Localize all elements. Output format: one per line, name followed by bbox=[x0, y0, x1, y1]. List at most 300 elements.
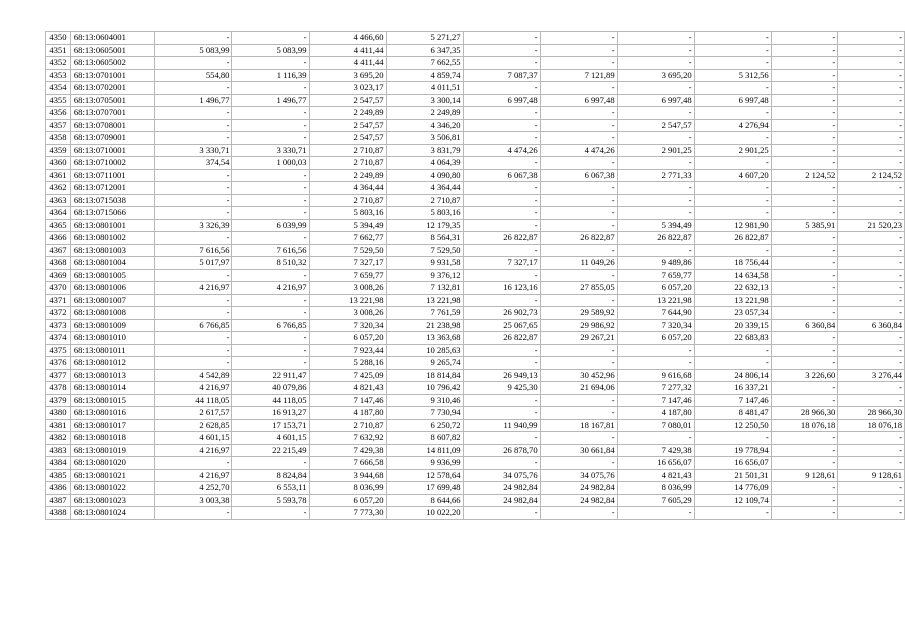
value-col-10-cell: 9 128,61 bbox=[838, 469, 905, 482]
value-col-5-cell: 7 327,17 bbox=[463, 257, 540, 270]
cadastral-code-cell: 68:13:0701001 bbox=[70, 69, 155, 82]
value-col-4-cell: 7 730,94 bbox=[386, 407, 463, 420]
cadastral-code-cell: 68:13:0702001 bbox=[70, 82, 155, 95]
value-col-3-cell: 6 057,20 bbox=[309, 332, 386, 345]
row-number-cell: 4364 bbox=[46, 207, 71, 220]
value-col-2-cell: 1 496,77 bbox=[232, 94, 309, 107]
value-col-2-cell: 6 039,99 bbox=[232, 219, 309, 232]
value-col-10-cell: - bbox=[838, 494, 905, 507]
value-col-1-cell: - bbox=[155, 294, 232, 307]
value-col-6-cell: 29 589,92 bbox=[540, 307, 617, 320]
value-col-10-cell: - bbox=[838, 157, 905, 170]
value-col-9-cell: - bbox=[771, 382, 838, 395]
value-col-3-cell: 6 057,20 bbox=[309, 494, 386, 507]
value-col-7-cell: 7 605,29 bbox=[617, 494, 694, 507]
cadastral-code-cell: 68:13:0715066 bbox=[70, 207, 155, 220]
table-row bbox=[46, 219, 905, 232]
value-col-7-cell: 7 080,01 bbox=[617, 419, 694, 432]
value-col-3-cell: 4 821,43 bbox=[309, 382, 386, 395]
value-col-8-cell: - bbox=[694, 507, 771, 520]
cadastral-code-cell: 68:13:0801023 bbox=[70, 494, 155, 507]
value-col-3-cell: 8 036,99 bbox=[309, 482, 386, 495]
cadastral-code-cell: 68:13:0710001 bbox=[70, 144, 155, 157]
value-col-6-cell: 29 986,92 bbox=[540, 319, 617, 332]
value-col-7-cell: - bbox=[617, 132, 694, 145]
value-col-10-cell: - bbox=[838, 257, 905, 270]
table-row bbox=[46, 407, 905, 420]
value-col-10-cell: - bbox=[838, 32, 905, 45]
value-col-5-cell: - bbox=[463, 394, 540, 407]
value-col-7-cell: 26 822,87 bbox=[617, 232, 694, 245]
value-col-4-cell: 7 529,50 bbox=[386, 244, 463, 257]
value-col-8-cell: 22 683,83 bbox=[694, 332, 771, 345]
table-row bbox=[46, 269, 905, 282]
value-col-9-cell: - bbox=[771, 132, 838, 145]
value-col-1-cell: 4 252,70 bbox=[155, 482, 232, 495]
table-row bbox=[46, 194, 905, 207]
value-col-1-cell: 4 216,97 bbox=[155, 382, 232, 395]
row-number-cell: 4352 bbox=[46, 57, 71, 70]
value-col-2-cell: 3 330,71 bbox=[232, 144, 309, 157]
value-col-3-cell: 3 008,26 bbox=[309, 282, 386, 295]
value-col-7-cell: 4 821,43 bbox=[617, 469, 694, 482]
value-col-1-cell: - bbox=[155, 169, 232, 182]
value-col-5-cell: 6 997,48 bbox=[463, 94, 540, 107]
row-number-cell: 4365 bbox=[46, 219, 71, 232]
value-col-5-cell: 26 822,87 bbox=[463, 332, 540, 345]
value-col-7-cell: 2 771,33 bbox=[617, 169, 694, 182]
value-col-2-cell: - bbox=[232, 182, 309, 195]
value-col-2-cell: 4 216,97 bbox=[232, 282, 309, 295]
value-col-9-cell: - bbox=[771, 482, 838, 495]
value-col-6-cell: - bbox=[540, 407, 617, 420]
value-col-4-cell: 7 761,59 bbox=[386, 307, 463, 320]
value-col-7-cell: 8 036,99 bbox=[617, 482, 694, 495]
value-col-7-cell: 9 489,86 bbox=[617, 257, 694, 270]
value-col-3-cell: 4 411,44 bbox=[309, 57, 386, 70]
value-col-6-cell: - bbox=[540, 457, 617, 470]
row-number-cell: 4359 bbox=[46, 144, 71, 157]
row-number-cell: 4375 bbox=[46, 344, 71, 357]
value-col-4-cell: 2 710,87 bbox=[386, 194, 463, 207]
value-col-9-cell: - bbox=[771, 182, 838, 195]
value-col-9-cell: - bbox=[771, 257, 838, 270]
value-col-4-cell: 5 803,16 bbox=[386, 207, 463, 220]
value-col-1-cell: 44 118,05 bbox=[155, 394, 232, 407]
row-number-cell: 4374 bbox=[46, 332, 71, 345]
value-col-10-cell: 18 076,18 bbox=[838, 419, 905, 432]
value-col-7-cell: - bbox=[617, 344, 694, 357]
value-col-1-cell: 5 083,99 bbox=[155, 44, 232, 57]
value-col-3-cell: 3 008,26 bbox=[309, 307, 386, 320]
value-col-2-cell: 5 083,99 bbox=[232, 44, 309, 57]
value-col-3-cell: 2 710,87 bbox=[309, 157, 386, 170]
value-col-6-cell: - bbox=[540, 107, 617, 120]
value-col-5-cell: - bbox=[463, 57, 540, 70]
cadastral-code-cell: 68:13:0801009 bbox=[70, 319, 155, 332]
table-row bbox=[46, 357, 905, 370]
cadastral-code-cell: 68:13:0712001 bbox=[70, 182, 155, 195]
cadastral-code-cell: 68:13:0801004 bbox=[70, 257, 155, 270]
row-number-cell: 4351 bbox=[46, 44, 71, 57]
table-row bbox=[46, 382, 905, 395]
value-col-1-cell: 5 017,97 bbox=[155, 257, 232, 270]
value-col-7-cell: 7 429,38 bbox=[617, 444, 694, 457]
cadastral-code-cell: 68:13:0801006 bbox=[70, 282, 155, 295]
table-row bbox=[46, 507, 905, 520]
value-col-9-cell: 6 360,84 bbox=[771, 319, 838, 332]
value-col-3-cell: 2 547,57 bbox=[309, 94, 386, 107]
row-number-cell: 4383 bbox=[46, 444, 71, 457]
table-row bbox=[46, 32, 905, 45]
value-col-6-cell: 24 982,84 bbox=[540, 494, 617, 507]
table-row bbox=[46, 232, 905, 245]
value-col-8-cell: 26 822,87 bbox=[694, 232, 771, 245]
value-col-10-cell: - bbox=[838, 182, 905, 195]
value-col-5-cell: - bbox=[463, 432, 540, 445]
value-col-6-cell: - bbox=[540, 207, 617, 220]
value-col-2-cell: 44 118,05 bbox=[232, 394, 309, 407]
value-col-5-cell: - bbox=[463, 219, 540, 232]
value-col-3-cell: 5 803,16 bbox=[309, 207, 386, 220]
table-row bbox=[46, 44, 905, 57]
table-row bbox=[46, 119, 905, 132]
value-col-7-cell: 2 547,57 bbox=[617, 119, 694, 132]
value-col-9-cell: - bbox=[771, 282, 838, 295]
value-col-5-cell: 7 087,37 bbox=[463, 69, 540, 82]
value-col-3-cell: 7 320,34 bbox=[309, 319, 386, 332]
value-col-7-cell: 6 057,20 bbox=[617, 332, 694, 345]
value-col-7-cell: 9 616,68 bbox=[617, 369, 694, 382]
cadastral-code-cell: 68:13:0801014 bbox=[70, 382, 155, 395]
value-col-4-cell: 8 564,31 bbox=[386, 232, 463, 245]
value-col-4-cell: 9 936,99 bbox=[386, 457, 463, 470]
value-col-3-cell: 7 773,30 bbox=[309, 507, 386, 520]
row-number-cell: 4376 bbox=[46, 357, 71, 370]
table-row bbox=[46, 482, 905, 495]
cadastral-code-cell: 68:13:0801018 bbox=[70, 432, 155, 445]
value-col-7-cell: - bbox=[617, 82, 694, 95]
row-number-cell: 4385 bbox=[46, 469, 71, 482]
value-col-5-cell: - bbox=[463, 344, 540, 357]
value-col-3-cell: 7 659,77 bbox=[309, 269, 386, 282]
cadastral-code-cell: 68:13:0710002 bbox=[70, 157, 155, 170]
value-col-2-cell: 6 553,11 bbox=[232, 482, 309, 495]
value-col-9-cell: - bbox=[771, 444, 838, 457]
value-col-7-cell: 6 997,48 bbox=[617, 94, 694, 107]
value-col-4-cell: 6 250,72 bbox=[386, 419, 463, 432]
value-col-4-cell: 4 364,44 bbox=[386, 182, 463, 195]
value-col-6-cell: 7 121,89 bbox=[540, 69, 617, 82]
row-number-cell: 4382 bbox=[46, 432, 71, 445]
value-col-1-cell: - bbox=[155, 307, 232, 320]
table-row bbox=[46, 319, 905, 332]
value-col-1-cell: - bbox=[155, 357, 232, 370]
value-col-4-cell: 10 022,20 bbox=[386, 507, 463, 520]
row-number-cell: 4362 bbox=[46, 182, 71, 195]
value-col-7-cell: 7 320,34 bbox=[617, 319, 694, 332]
value-col-9-cell: - bbox=[771, 144, 838, 157]
value-col-10-cell: 2 124,52 bbox=[838, 169, 905, 182]
value-col-4-cell: 9 931,58 bbox=[386, 257, 463, 270]
row-number-cell: 4386 bbox=[46, 482, 71, 495]
table-row bbox=[46, 307, 905, 320]
value-col-2-cell: 6 766,85 bbox=[232, 319, 309, 332]
value-col-8-cell: 22 632,13 bbox=[694, 282, 771, 295]
value-col-3-cell: 7 429,38 bbox=[309, 444, 386, 457]
value-col-4-cell: 9 376,12 bbox=[386, 269, 463, 282]
value-col-5-cell: 26 878,70 bbox=[463, 444, 540, 457]
row-number-cell: 4387 bbox=[46, 494, 71, 507]
value-col-10-cell: - bbox=[838, 244, 905, 257]
value-col-8-cell: 5 312,56 bbox=[694, 69, 771, 82]
value-col-3-cell: 2 710,87 bbox=[309, 419, 386, 432]
value-col-3-cell: 7 529,50 bbox=[309, 244, 386, 257]
value-col-10-cell: 28 966,30 bbox=[838, 407, 905, 420]
row-number-cell: 4366 bbox=[46, 232, 71, 245]
value-col-8-cell: 16 656,07 bbox=[694, 457, 771, 470]
value-col-6-cell: 6 067,38 bbox=[540, 169, 617, 182]
value-col-3-cell: 4 466,60 bbox=[309, 32, 386, 45]
value-col-3-cell: 5 288,16 bbox=[309, 357, 386, 370]
value-col-7-cell: 3 695,20 bbox=[617, 69, 694, 82]
value-col-1-cell: 4 216,97 bbox=[155, 469, 232, 482]
value-col-5-cell: - bbox=[463, 44, 540, 57]
value-col-2-cell: - bbox=[232, 194, 309, 207]
cadastral-code-cell: 68:13:0705001 bbox=[70, 94, 155, 107]
value-col-7-cell: - bbox=[617, 507, 694, 520]
value-col-9-cell: - bbox=[771, 432, 838, 445]
cadastral-code-cell: 68:13:0715038 bbox=[70, 194, 155, 207]
value-col-10-cell: - bbox=[838, 82, 905, 95]
row-number-cell: 4353 bbox=[46, 69, 71, 82]
table-row bbox=[46, 82, 905, 95]
value-col-10-cell: - bbox=[838, 119, 905, 132]
value-col-3-cell: 3 023,17 bbox=[309, 82, 386, 95]
value-col-9-cell: - bbox=[771, 207, 838, 220]
value-col-3-cell: 4 411,44 bbox=[309, 44, 386, 57]
value-col-7-cell: - bbox=[617, 357, 694, 370]
table-row bbox=[46, 144, 905, 157]
value-col-10-cell: - bbox=[838, 94, 905, 107]
value-col-2-cell: - bbox=[232, 307, 309, 320]
cadastral-code-cell: 68:13:0605001 bbox=[70, 44, 155, 57]
value-col-9-cell: - bbox=[771, 119, 838, 132]
cadastral-code-cell: 68:13:0801021 bbox=[70, 469, 155, 482]
cadastral-code-cell: 68:13:0801002 bbox=[70, 232, 155, 245]
value-col-7-cell: - bbox=[617, 44, 694, 57]
value-col-3-cell: 7 632,92 bbox=[309, 432, 386, 445]
value-col-7-cell: 7 277,32 bbox=[617, 382, 694, 395]
value-col-3-cell: 7 662,77 bbox=[309, 232, 386, 245]
table-row bbox=[46, 169, 905, 182]
value-col-8-cell: - bbox=[694, 432, 771, 445]
value-col-2-cell: 7 616,56 bbox=[232, 244, 309, 257]
value-col-7-cell: 16 656,07 bbox=[617, 457, 694, 470]
value-col-9-cell: - bbox=[771, 157, 838, 170]
value-col-1-cell: - bbox=[155, 232, 232, 245]
value-col-9-cell: - bbox=[771, 232, 838, 245]
value-col-1-cell: - bbox=[155, 269, 232, 282]
value-col-5-cell: - bbox=[463, 357, 540, 370]
table-row bbox=[46, 394, 905, 407]
value-col-7-cell: - bbox=[617, 207, 694, 220]
value-col-10-cell: - bbox=[838, 507, 905, 520]
value-col-1-cell: 3 003,38 bbox=[155, 494, 232, 507]
value-col-9-cell: - bbox=[771, 44, 838, 57]
value-col-9-cell: - bbox=[771, 194, 838, 207]
value-col-5-cell: 24 982,84 bbox=[463, 494, 540, 507]
value-col-6-cell: - bbox=[540, 119, 617, 132]
value-col-4-cell: 4 011,51 bbox=[386, 82, 463, 95]
value-col-1-cell: 4 542,89 bbox=[155, 369, 232, 382]
value-col-4-cell: 14 811,09 bbox=[386, 444, 463, 457]
cadastral-code-cell: 68:13:0801022 bbox=[70, 482, 155, 495]
row-number-cell: 4379 bbox=[46, 394, 71, 407]
value-col-2-cell: 1 000,03 bbox=[232, 157, 309, 170]
cadastral-code-cell: 68:13:0801008 bbox=[70, 307, 155, 320]
value-col-1-cell: 2 628,85 bbox=[155, 419, 232, 432]
value-col-5-cell: - bbox=[463, 32, 540, 45]
value-col-10-cell: 6 360,84 bbox=[838, 319, 905, 332]
value-col-2-cell: 5 593,78 bbox=[232, 494, 309, 507]
value-col-9-cell: - bbox=[771, 457, 838, 470]
value-col-1-cell: - bbox=[155, 344, 232, 357]
value-col-1-cell: 3 330,71 bbox=[155, 144, 232, 157]
value-col-5-cell: 11 940,99 bbox=[463, 419, 540, 432]
value-col-9-cell: 28 966,30 bbox=[771, 407, 838, 420]
value-col-8-cell: 12 109,74 bbox=[694, 494, 771, 507]
value-col-10-cell: - bbox=[838, 432, 905, 445]
value-col-10-cell: - bbox=[838, 132, 905, 145]
value-col-8-cell: 21 501,31 bbox=[694, 469, 771, 482]
value-col-6-cell: - bbox=[540, 82, 617, 95]
value-col-5-cell: 25 067,65 bbox=[463, 319, 540, 332]
row-number-cell: 4354 bbox=[46, 82, 71, 95]
value-col-9-cell: - bbox=[771, 307, 838, 320]
value-col-7-cell: - bbox=[617, 157, 694, 170]
value-col-8-cell: 16 337,21 bbox=[694, 382, 771, 395]
table-row bbox=[46, 57, 905, 70]
table-row bbox=[46, 182, 905, 195]
value-col-3-cell: 2 547,57 bbox=[309, 132, 386, 145]
value-col-1-cell: 4 601,15 bbox=[155, 432, 232, 445]
value-col-6-cell: 30 661,84 bbox=[540, 444, 617, 457]
value-col-2-cell: - bbox=[232, 82, 309, 95]
table-row bbox=[46, 244, 905, 257]
value-col-7-cell: 2 901,25 bbox=[617, 144, 694, 157]
value-col-6-cell: - bbox=[540, 394, 617, 407]
value-col-5-cell: - bbox=[463, 157, 540, 170]
value-col-3-cell: 7 923,44 bbox=[309, 344, 386, 357]
value-col-5-cell: 26 822,87 bbox=[463, 232, 540, 245]
row-number-cell: 4381 bbox=[46, 419, 71, 432]
value-col-5-cell: 34 075,76 bbox=[463, 469, 540, 482]
value-col-1-cell: 1 496,77 bbox=[155, 94, 232, 107]
value-col-3-cell: 7 425,09 bbox=[309, 369, 386, 382]
value-col-8-cell: - bbox=[694, 244, 771, 257]
value-col-1-cell: 6 766,85 bbox=[155, 319, 232, 332]
row-number-cell: 4377 bbox=[46, 369, 71, 382]
value-col-6-cell: - bbox=[540, 32, 617, 45]
table-row bbox=[46, 469, 905, 482]
value-col-4-cell: 5 271,27 bbox=[386, 32, 463, 45]
value-col-1-cell: 374,54 bbox=[155, 157, 232, 170]
value-col-5-cell: 26 949,13 bbox=[463, 369, 540, 382]
value-col-3-cell: 2 249,89 bbox=[309, 107, 386, 120]
value-col-9-cell: - bbox=[771, 244, 838, 257]
row-number-cell: 4350 bbox=[46, 32, 71, 45]
cadastral-code-cell: 68:13:0801011 bbox=[70, 344, 155, 357]
value-col-8-cell: 14 776,09 bbox=[694, 482, 771, 495]
row-number-cell: 4378 bbox=[46, 382, 71, 395]
value-col-8-cell: 6 997,48 bbox=[694, 94, 771, 107]
value-col-4-cell: 3 300,14 bbox=[386, 94, 463, 107]
cadastral-code-cell: 68:13:0801015 bbox=[70, 394, 155, 407]
value-col-7-cell: - bbox=[617, 32, 694, 45]
value-col-1-cell: - bbox=[155, 32, 232, 45]
value-col-9-cell: - bbox=[771, 69, 838, 82]
value-col-1-cell: - bbox=[155, 119, 232, 132]
value-col-2-cell: - bbox=[232, 332, 309, 345]
value-col-4-cell: 13 363,68 bbox=[386, 332, 463, 345]
value-col-6-cell: - bbox=[540, 157, 617, 170]
value-col-4-cell: 4 064,39 bbox=[386, 157, 463, 170]
value-col-6-cell: 27 855,05 bbox=[540, 282, 617, 295]
value-col-4-cell: 12 179,35 bbox=[386, 219, 463, 232]
value-col-10-cell: - bbox=[838, 332, 905, 345]
value-col-3-cell: 7 666,58 bbox=[309, 457, 386, 470]
value-col-6-cell: - bbox=[540, 44, 617, 57]
value-col-1-cell: - bbox=[155, 107, 232, 120]
value-col-2-cell: 22 911,47 bbox=[232, 369, 309, 382]
table-row bbox=[46, 432, 905, 445]
value-col-4-cell: 4 859,74 bbox=[386, 69, 463, 82]
value-col-4-cell: 3 506,81 bbox=[386, 132, 463, 145]
value-col-6-cell: - bbox=[540, 182, 617, 195]
value-col-4-cell: 4 090,80 bbox=[386, 169, 463, 182]
value-col-9-cell: - bbox=[771, 494, 838, 507]
value-col-3-cell: 4 187,80 bbox=[309, 407, 386, 420]
value-col-2-cell: 4 601,15 bbox=[232, 432, 309, 445]
value-col-6-cell: - bbox=[540, 294, 617, 307]
value-col-5-cell: - bbox=[463, 119, 540, 132]
value-col-8-cell: - bbox=[694, 107, 771, 120]
value-col-2-cell: - bbox=[232, 32, 309, 45]
value-col-6-cell: 6 997,48 bbox=[540, 94, 617, 107]
value-col-2-cell: - bbox=[232, 132, 309, 145]
value-col-10-cell: - bbox=[838, 294, 905, 307]
value-col-3-cell: 2 249,89 bbox=[309, 169, 386, 182]
cadastral-code-cell: 68:13:0801013 bbox=[70, 369, 155, 382]
value-col-1-cell: - bbox=[155, 332, 232, 345]
value-col-9-cell: 3 226,60 bbox=[771, 369, 838, 382]
value-col-8-cell: - bbox=[694, 44, 771, 57]
value-col-10-cell: - bbox=[838, 44, 905, 57]
value-col-8-cell: - bbox=[694, 357, 771, 370]
value-col-10-cell: - bbox=[838, 307, 905, 320]
value-col-9-cell: - bbox=[771, 57, 838, 70]
value-col-1-cell: - bbox=[155, 457, 232, 470]
value-col-5-cell: - bbox=[463, 107, 540, 120]
value-col-8-cell: - bbox=[694, 207, 771, 220]
value-col-10-cell: - bbox=[838, 282, 905, 295]
cadastral-code-cell: 68:13:0801007 bbox=[70, 294, 155, 307]
value-col-8-cell: 19 778,94 bbox=[694, 444, 771, 457]
value-col-8-cell: 12 250,50 bbox=[694, 419, 771, 432]
value-col-5-cell: - bbox=[463, 207, 540, 220]
row-number-cell: 4357 bbox=[46, 119, 71, 132]
